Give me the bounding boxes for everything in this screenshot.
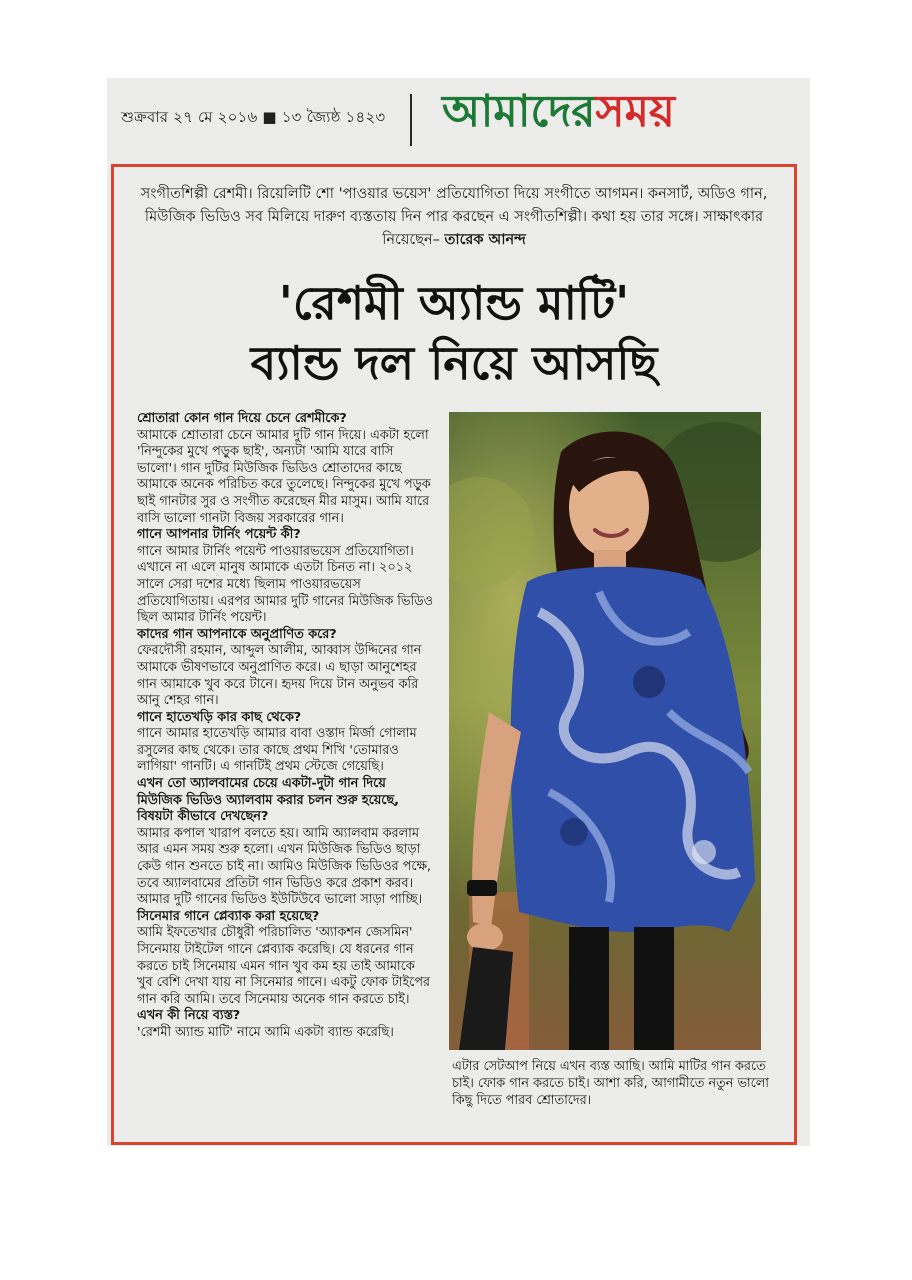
masthead-divider: [410, 94, 412, 146]
answer: আমার কপাল খারাপ বলতে হয়। আমি অ্যালবাম করলাম আর এমন সময় শুরু হলো। এখন মিউজিক ভিডিও ছাড়া কেউ গান শুনতে চাই না। আমিও মিউজিক ভিডিওর পক্ষে, তবে অ্যালবামের প্রতিটা গান ভিডিও করে প্রকাশ করব। আমার দুটি গানের ভিডিও ইউটিউবে ভালো সাড়া পাচ্ছি।: [137, 825, 431, 908]
answer: গানে আমার হাতেখড়ি আমার বাবা ওস্তাদ মির্জা গোলাম রসুলের কাছ থেকে। তার কাছে প্রথম শিখি 'তোমারও লাগিয়া' গানটি। এ গানটিই প্রথম স্টেজে গেয়েছি।: [137, 726, 417, 775]
newspaper-clipping: [107, 78, 810, 1146]
question: গানে আপনার টার্নিং পয়েন্ট কী?: [137, 527, 301, 543]
question: শ্রোতারা কোন গান দিয়ে চেনে রেশমীকে?: [137, 411, 347, 426]
question: কাদের গান আপনাকে অনুপ্রাণিত করে?: [137, 626, 337, 642]
singer-photo-illustration: [449, 412, 761, 1050]
headline-line1: 'রেশমী অ্যান্ড মাটি': [278, 276, 630, 330]
answer: আমাকে শ্রোতারা চেনে আমার দুটি গান দিয়ে। একটা হলো 'নিন্দুকের মুখে পড়ুক ছাই', অন্যটা 'আমি যারে বাসি ভালো'। গান দুটির মিউজিক ভিডিও শ্রোতাদের কাছে আমাকে অনেক পরিচিত করে তুলেছে। নিন্দুকের মুখে পড়ুক ছাই গানটার সুর ও সংগীত করেছেন মীর মাসুম। আমি যারে বাসি ভালো গানটা বিজয় সরকারের গান।: [137, 427, 431, 526]
interview-column: [137, 411, 433, 1042]
issue-date: শুক্রবার ২৭ মে ২০১৬ ■ ১৩ জ্যৈষ্ঠ ১৪২৩: [121, 108, 386, 126]
article-frame: [111, 164, 797, 1145]
article-continuation: এটার সেটআপ নিয়ে এখন ব্যস্ত আছি। আমি মাটির গান করতে চাই। ফোক গান করতে চাই। আশা করি, আগামীতে নতুন ভালো কিছু দিতে পারব শ্রোতাদের।: [452, 1059, 769, 1108]
byline: তারেক আনন্দ: [444, 232, 526, 248]
logo-part1: আমাদের: [442, 86, 596, 137]
question: সিনেমার গানে প্লেব্যাক করা হয়েছে?: [137, 908, 320, 924]
question: এখন কী নিয়ে ব্যস্ত?: [137, 1008, 241, 1024]
headline-line2: ব্যান্ড দল নিয়ে আসছি: [250, 336, 658, 390]
article-intro: [132, 183, 776, 252]
question: গানে হাতেখড়ি কার কাছ থেকে?: [137, 709, 302, 725]
intro-text: সংগীতশিল্পী রেশমী। রিয়েলিটি শো 'পাওয়ার ভয়েস' প্রতিযোগিতা দিয়ে সংগীতে আগমন। কনসার্ট, অডিও গান, মিউজিক ভিডিও সব মিলিয়ে দারুণ ব্যস্ততায় দিন পার করছেন এ সংগীতশিল্পী। কথা হয় তার সঙ্গে। সাক্ষাৎকার নিয়েছেন–: [140, 186, 768, 248]
answer: ফেরদৌসী রহমান, আব্দুল আলীম, আব্বাস উদ্দিনের গান আমাকে ভীষণভাবে অনুপ্রাণিত করে। এ ছাড়া আনুশেহর গান আমাকে খুব করে টানে। হৃদয় দিয়ে টান অনুভব করি আনু শেহর গান।: [137, 643, 422, 709]
question: এখন তো অ্যালবামের চেয়ে একটা-দুটা গান দিয়ে মিউজিক ভিডিও অ্যালবাম করার চলন শুরু হয়েছে, বিষয়টা কীভাবে দেখছেন?: [137, 776, 400, 825]
answer: গানে আমার টার্নিং পয়েন্ট পাওয়ারভয়েস প্রতিযোগিতা। এখানে না এলে মানুষ আমাকে এতটা চিনত না। ২০১২ সালে সেরা দশের মধ্যে ছিলাম পাওয়ারভয়েস প্রতিযোগিতায়। এরপর আমার দুটি গানের মিউজিক ভিডিও ছিল আমার টার্নিং পয়েন্ট।: [137, 543, 433, 626]
logo-part2: সময়: [595, 86, 675, 137]
masthead: [107, 78, 810, 158]
answer: 'রেশমী অ্যান্ড মাটি' নামে আমি একটা ব্যান্ড করেছি।: [137, 1024, 394, 1040]
answer: আমি ইফতেখার চৌধুরী পরিচালিত 'অ্যাকশন জেসমিন' সিনেমায় টাইটেল গানে প্লেব্যাক করেছি। যে ধরনের গান করতে চাই সিনেমায় এমন গান খুব কম হয় তাই আমাকে খুব বেশি দেখা যায় না সিনেমার গানে। একটু ফোক টাইপের গান করি আমি। তবে সিনেমায় অনেক গান করতে চাই।: [137, 925, 430, 1007]
newspaper-logo: [442, 86, 675, 137]
singer-photo: [449, 412, 761, 1050]
